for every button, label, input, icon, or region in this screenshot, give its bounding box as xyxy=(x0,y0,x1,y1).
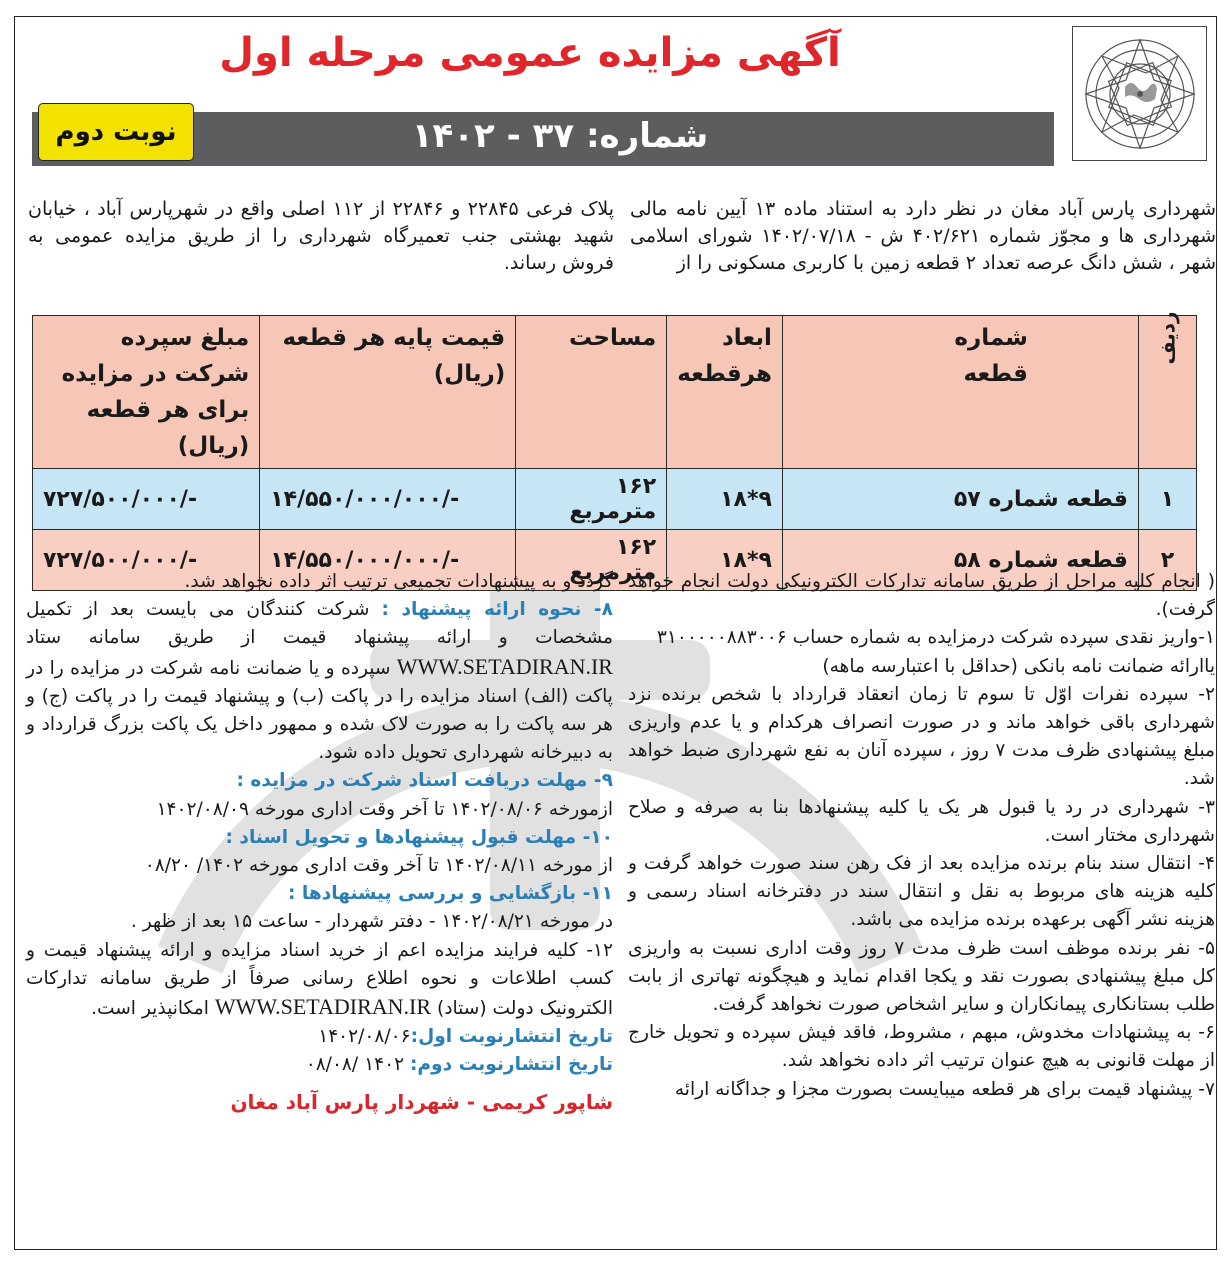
cell-deposit: -/۷۲۷/۵۰۰/۰۰۰ xyxy=(33,530,260,591)
term-9: ازمورخه ۱۴۰۲/۰۸/۰۶ تا آخر وقت اداری مورخه ۱۴۰۲/۰۸/۰۹ xyxy=(156,798,613,820)
cell-deposit: -/۷۲۷/۵۰۰/۰۰۰ xyxy=(33,469,260,530)
term-0: ( انجام کلیه مراحل از طریق سامانه تدارکات الکترونیکی دولت انجام خواهد گرفت). xyxy=(628,571,1215,621)
table-row xyxy=(33,469,1197,530)
cell-row: ۲ xyxy=(1138,530,1196,591)
publish-date-2-value: ۱۴۰۲ /۰۸/۰۸ xyxy=(305,1054,405,1076)
col-plot-header: شماره قطعه xyxy=(782,316,1138,469)
term-8-text-a: شرکت کنندگان می بایست بعد از تکمیل مشخصات و ارائه پیشنهاد قیمت از طریق سامانه ستاد xyxy=(26,599,613,649)
rosette-emblem-icon xyxy=(1081,35,1199,153)
term-8-heading: ۸- نحوه ارائه پیشنهاد : xyxy=(381,599,614,621)
publish-date-2-label: تاریخ انتشارنوبت دوم: xyxy=(409,1054,613,1076)
term-12-text-a: ۱۲- کلیه فرایند مزایده اعم از خرید اسناد مزایده و ارائه پیشنهاد قیمت و کسب اطلاعات و نحوه اطلاع رسانی صرفاً از طریق سامانه تدارکات الکترونیک دولت (ستاد) xyxy=(26,939,613,1020)
setadiran-link-2[interactable]: WWW.SETADIRAN.IR xyxy=(214,994,432,1020)
notice-title: آگهی مزایده عمومی مرحله اول xyxy=(219,30,841,76)
term-7: ۷- پیشنهاد قیمت برای هر قطعه میبایست بصورت مجزا و جداگانه ارائه xyxy=(674,1078,1215,1100)
intro-left: پلاک فرعی ۲۲۸۴۵ و ۲۲۸۴۶ از ۱۱۲ اصلی واقع در شهرپارس آباد ، خیابان شهید بهشتی جنب تعمیرگاه شهرداری را از طریق مزایده عمومی به فروش رساند. xyxy=(28,198,614,274)
term-8-text-b: سپرده و یا ضمانت نامه شرکت در مزایده را در پاکت (الف) اسناد مزایده را در پاکت (ب) و پیشنهاد قیمت را در پاکت (ج) و هر سه پاکت را به صورت لاک شده و ممهور داخل یک پاکت بزرگ قرارداد و به دبیرخانه شهرداری تحویل داده شود. xyxy=(26,657,613,764)
publish-date-1-label: تاریخ انتشارنوبت اول: xyxy=(410,1026,613,1048)
term-9-heading: ۹- مهلت دریافت اسناد شرکت در مزایده : xyxy=(236,770,613,792)
term-12-text-b: امکانپذیر است. xyxy=(91,998,209,1020)
terms-right-column xyxy=(628,568,1215,1104)
term-11-heading: ۱۱- بازگشایی و بررسی پیشنهادها : xyxy=(287,883,613,905)
term-7-cont: گردد و به پیشنهادات تجمیعی ترتیب اثر داده نخواهد شد. xyxy=(184,571,613,592)
term-4: ۴- انتقال سند بنام برنده مزایده بعد از فک رهن سند صورت خواهد گرفت و کلیه هزینه های مربوط به نقل و انتقال سند در دفترخانه اسناد رسمی و هزینه نشر آگهی برعهده برنده مزایده می باشد. xyxy=(628,853,1215,931)
number-value: ۳۷ - ۱۴۰۲ xyxy=(411,116,575,156)
cell-plot: قطعه شماره ۵۷ xyxy=(782,469,1138,530)
term-1a: ۱-واریز نقدی سپرده شرکت درمزایده به شماره حساب ۳۱۰۰۰۰۰۸۸۳۰۰۶ xyxy=(656,627,1215,649)
term-10-heading: ۱۰- مهلت قبول پیشنهادها و تحویل اسناد : xyxy=(225,826,613,848)
term-2: ۲- سپرده نفرات اوّل تا سوم تا زمان انعقاد قرارداد با شخص برنده نزد شهرداری باقی خواهد ماند و در صورت انصراف هرکدام و یا عدم واریزی مبلغ پیشنهادی ظرف مدت ۷ روز ، سپرده آنان به نفع شهرداری ضبط خواهد شد. xyxy=(628,683,1216,790)
cell-row: ۱ xyxy=(1138,469,1196,530)
cell-dims: ۹*۱۸ xyxy=(667,530,783,591)
col-deposit-header: مبلغ سپرده شرکت در مزایده برای هر قطعه (ریال) xyxy=(33,316,260,469)
cell-dims: ۹*۱۸ xyxy=(667,469,783,530)
term-1b: یاارائه ضمانت نامه بانکی (حداقل با اعتبارسه ماهه) xyxy=(822,655,1215,677)
term-8 xyxy=(26,596,613,767)
term-3: ۳- شهرداری در رد یا قبول هر یک یا کلیه پیشنهادها بنا به صرفه و صلاح شهرداری مختار است. xyxy=(628,796,1215,846)
term-10: از مورخه ۱۴۰۲/۰۸/۱۱ تا آخر وقت اداری مورخه ۱۴۰۲/ ۰۸/۲۰ xyxy=(144,855,613,877)
cell-base-price: -/۱۴/۵۵۰/۰۰۰/۰۰۰ xyxy=(260,469,516,530)
signature: شاپور کریمی - شهردار پارس آباد مغان xyxy=(230,1089,613,1114)
col-base-price-header: قیمت پایه هر قطعه (ریال) xyxy=(260,316,516,469)
term-5: ۵- نفر برنده موظف است ظرف مدت ۷ روز وقت اداری نسبت به واریزی کل مبلغ پیشنهادی بصورت نقد و یکجا اقدام نماید و هیچگونه تهاتری از بابت طلب بستانکاری پیمانکاران و سایر اشخاص صورت نخواهد گرفت. xyxy=(628,937,1215,1016)
cell-area: ۱۶۲ مترمربع xyxy=(516,530,667,591)
term-11: در مورخه ۱۴۰۲/۰۸/۲۱ - دفتر شهردار - ساعت ۱۵ بعد از ظهر . xyxy=(130,911,613,933)
setadiran-link[interactable]: WWW.SETADIRAN.IR xyxy=(396,653,613,679)
cell-plot: قطعه شماره ۵۸ xyxy=(782,530,1138,591)
col-dims-header: ابعاد هرقطعه xyxy=(667,316,783,469)
notice-number xyxy=(400,116,720,156)
publish-date-1-value: ۱۴۰۲/۰۸/۰۶ xyxy=(318,1026,411,1048)
publish-date-2 xyxy=(26,1051,613,1079)
publish-date-1 xyxy=(26,1023,613,1051)
cell-area: ۱۶۲ مترمربع xyxy=(516,469,667,530)
plots-table xyxy=(32,311,1197,591)
term-12 xyxy=(26,937,613,1024)
terms-left-column xyxy=(26,568,613,1116)
term-6: ۶- به پیشنهادات مخدوش، مبهم ، مشروط، فاقد فیش سپرده و تحویل خارج از مهلت قانونی به هیچ عنوان ترتیب اثر داده نخواهد شد. xyxy=(628,1022,1215,1072)
municipality-logo xyxy=(1072,26,1207,161)
intro-right: شهرداری پارس آباد مغان در نظر دارد به استناد ماده ۱۳ آیین نامه مالی شهرداری ها و مجوّز شماره ۴۰۲/۶۲۱ ش - ۱۴۰۲/۰۷/۱۸ شورای اسلامی شهر ، شش دانگ عرصه تعداد ۲ قطعه زمین با کاربری مسکونی را از xyxy=(630,198,1216,274)
col-row-header: ردیف xyxy=(1138,316,1196,469)
col-area-header: مساحت xyxy=(516,316,667,469)
number-label: شماره: xyxy=(585,116,709,156)
cell-base-price: -/۱۴/۵۵۰/۰۰۰/۰۰۰ xyxy=(260,530,516,591)
second-round-badge: نوبت دوم xyxy=(38,103,194,161)
table-header-row xyxy=(33,316,1197,469)
